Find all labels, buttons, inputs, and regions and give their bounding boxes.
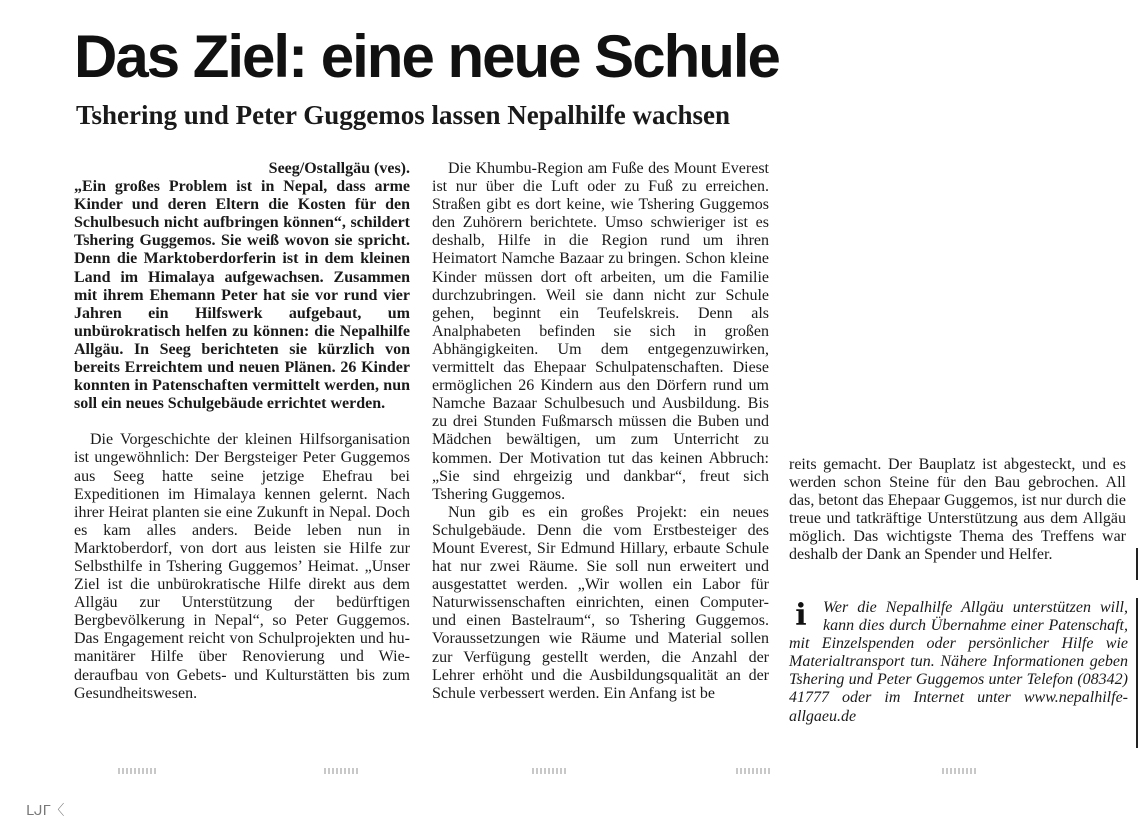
column-1 bbox=[74, 160, 410, 703]
body-paragraph-3-continued: reits gemacht. Der Bauplatz ist abgesteckt, und es werden schon Steine für den Bau gebrochen. All das, betont das Ehepaar Guggemos, ist nur durch die treue und tatkräftige Unterstützung aus dem Allgäu möglich. Das wichtigste Thema des Treffens war deshalb der Dank an Spender und Helfer. bbox=[789, 456, 1126, 564]
article-subheadline: Tshering und Peter Guggemos lassen Nepalhilfe wachsen bbox=[76, 100, 731, 130]
scan-artifact bbox=[324, 768, 358, 774]
info-box-text: Wer die Nepalhilfe Allgäu unterstützen will, kann dies durch Übernahme einer Patenschaft, mit Einzelspenden oder persönlicher Hilfe wie Materialtransport tun. Nähere Informationen geben Tshering und Peter Guggemos unter Telefon (08342) 41777 oder im Internet unter www.nepalhilfe-allgaeu.de bbox=[789, 599, 1128, 725]
info-icon: i bbox=[795, 598, 807, 633]
body-paragraph-3: Nun gib es ein großes Projekt: ein neues Schulgebäude. Denn die vom Erstbesteiger des Mount Everest, Sir Edmund Hillary, erbaute Schule hat nur zwei Räume. Sie soll nun erweitert und ausgestattet werden. „Wir wollen ein Labor für Naturwissenschaften einrichten, einen Computer- und einen Bastelraum“, so Tshering Guggemos. Voraussetzungen wie Räume und Material sollen zur Verfügung gestellt werden, die Anzahl der Lehrer erhöht und die Ausbildungsqualität an der Schule verbessert werden. Ein Anfang ist be bbox=[432, 503, 769, 702]
info-box bbox=[789, 599, 1128, 726]
body-paragraph-2: Die Khumbu-Region am Fuße des Mount Everest ist nur über die Luft oder zu Fuß zu erreichen. Straßen gibt es dort keine, wie Tshering Guggemos den Zuhörern berichtete. Umso schwieriger ist es deshalb, Hilfe in die Region rund um ihren Heimatort Namche Bazaar zu bringen. Schon kleine Kinder müssen dort oft arbeiten, um die Familie durchzubringen. Weil sie dann nicht zur Schule gehen, beginnt ein Teufelskreis. Denn als Analphabeten befinden sie sich in großen Abhängigkeiten. Um dem entgegenzuwirken, vermittelt das Ehepaar Schulpatenschaften. Diese ermöglichen 26 Kindern aus den Dörfern rund um Namche Bazaar Schulbesuch und Ausbildung. Bis zu drei Stunden Fußmarsch müssen die Buben und Mädchen bewältigen, um zum Unterricht zu kommen. Der Motivation tut das keinen Abbruch: „Sie sind ehrgeizig und dankbar“, freut sich Tshering Guggemos. bbox=[432, 160, 769, 503]
handwritten-mark: ᒪᒍᒥ〈 bbox=[26, 803, 65, 819]
scan-artifact bbox=[942, 768, 978, 774]
column-2 bbox=[432, 160, 769, 703]
lead-paragraph: „Ein großes Problem ist in Nepal, dass arme Kinder und deren Eltern die Kosten für den Schulbesuch nicht aufbringen können“, schildert Tshering Guggemos. Sie weiß wovon sie spricht. Denn die Marktoberdorferin ist in dem kleinen Land im Himalaya aufgewachsen. Zusammen mit ihrem Ehemann Peter hat sie vor rund vier Jahren ein Hilfswerk aufgebaut, um unbürokratisch helfen zu können: die Nepalhilfe Allgäu. In Seeg berichteten sie kürzlich von bereits Erreichtem und neuen Plänen. 26 Kinder konnten in Patenschaften vermittelt werden, nun soll ein neues Schulgebäude errichtet werden. bbox=[74, 178, 410, 413]
article-headline: Das Ziel: eine neue Schule bbox=[74, 23, 779, 90]
column-3 bbox=[789, 456, 1126, 565]
dateline: Seeg/Ostallgäu (ves). bbox=[268, 160, 410, 177]
scan-artifact bbox=[532, 768, 568, 774]
scan-artifact bbox=[736, 768, 772, 774]
body-paragraph-1: Die Vorgeschichte der kleinen Hilfsorganisation ist ungewöhnlich: Der Bergsteiger Peter Guggemos aus Seeg hatte seine jetzige Ehefrau bei Expeditionen im Himalaya kennen gelernt. Nach ihrer Heirat planten sie eine Zukunft in Nepal. Doch es kam alles anders. Beide leben nun in Marktoberdorf, von dort aus leisten sie Hilfe zur Selbsthilfe in Tshering Guggemos’ Heimat. „Unser Ziel ist die unbürokratische Hilfe direkt aus dem Allgäu zur Unterstützung der bedürftigen Bergbevölkerung in Nepal“, so Peter Guggemos. Das Engagement reicht von Schulprojekten und humanitärer Hilfe über Renovierung und Wiederaufbau von Gebets- und Kulturstätten bis zum Gesundheitswesen. bbox=[74, 431, 410, 702]
scan-artifact bbox=[118, 768, 158, 774]
